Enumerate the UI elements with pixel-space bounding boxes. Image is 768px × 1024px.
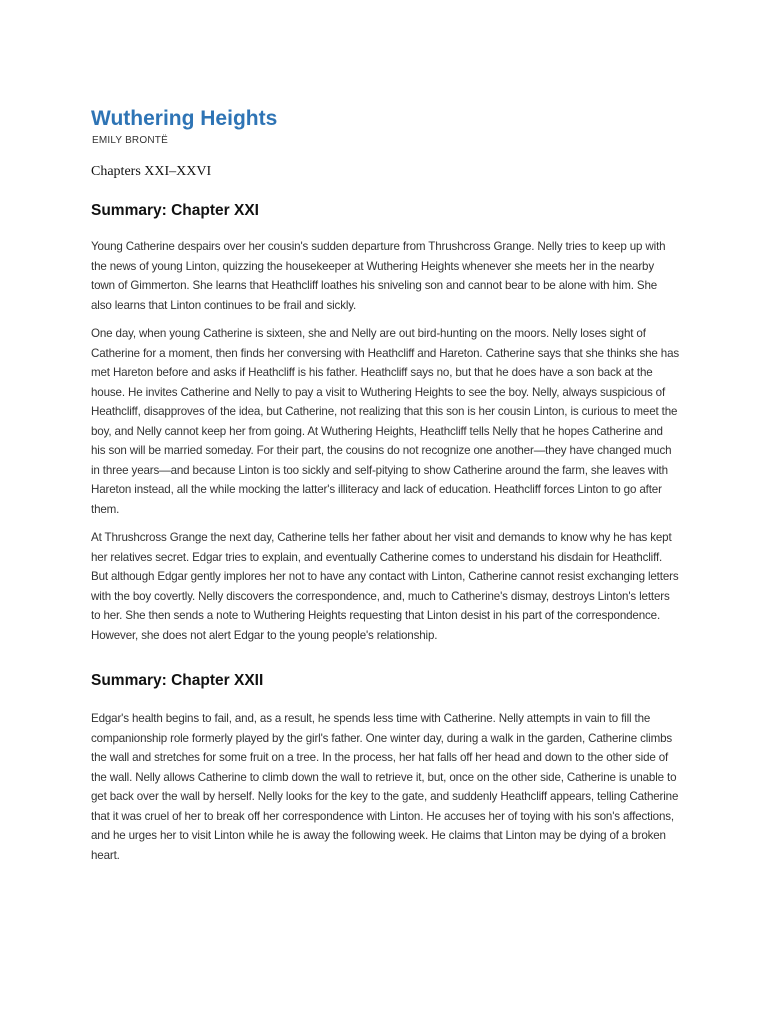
section-heading-chapter-xxii: Summary: Chapter XXII — [91, 672, 264, 689]
section-heading-chapter-xxi: Summary: Chapter XXI — [91, 202, 259, 219]
paragraph: Young Catherine despairs over her cousin's sudden departure from Thrushcross Grange. Nelly tries to keep up with the news of young Linton, quizzing the housekeeper at Wuthering Heights whenever she meets her in the nearby town of Gimmerton. She learns that Heathcliff loathes his sniveling son and cannot bear to be alone with him. She also learns that Linton continues to be frail and sickly. — [91, 240, 666, 312]
book-title: Wuthering Heights — [91, 107, 278, 130]
paragraph: At Thrushcross Grange the next day, Catherine tells her father about her visit and demands to know why he has kept her relatives secret. Edgar tries to explain, and eventually Catherine comes to understand his disdain for Heathcliff. But although Edgar gently implores her not to have any contact with Linton, Catherine cannot resist exchanging letters with the boy covertly. Nelly discovers the correspondence, and, much to Catherine's dismay, destroys Linton's letters to her. She then sends a note to Wuthering Heights requesting that Linton desist in his part of the correspondence. However, she does not alert Edgar to the young people's relationship. — [91, 531, 679, 642]
chapters-range: Chapters XXI–XXVI — [91, 164, 212, 179]
paragraph: Edgar's health begins to fail, and, as a result, he spends less time with Catherine. Nelly attempts in vain to fill the companionship role formerly played by the girl's father. One winter day, during a walk in the garden, Catherine climbs the wall and stretches for some fruit on a tree. In the process, her hat falls off her head and down to the other side of the wall. Nelly allows Catherine to climb down the wall to retrieve it, but, once on the other side, Catherine is unable to get back over the wall by herself. Nelly looks for the key to the gate, and suddenly Heathcliff appears, telling Catherine that it was cruel of her to break off her correspondence with Linton. He accuses her of toying with his son's affections, and he urges her to visit Linton while he is away the following week. He claims that Linton may be dying of a broken heart. — [91, 712, 679, 862]
document-page — [91, 104, 679, 865]
paragraph: One day, when young Catherine is sixteen, she and Nelly are out bird-hunting on the moors. Nelly loses sight of Catherine for a moment, then finds her conversing with Heathcliff and Hareton. Catherine says that she thinks she has met Hareton before and asks if Heathcliff is his father. Heathcliff says no, but that he does have a son back at the house. He invites Catherine and Nelly to pay a visit to Wuthering Heights to see the boy. Nelly, always suspicious of Heathcliff, disapproves of the idea, but Catherine, not realizing that this son is her cousin Linton, is curious to meet the boy, and Nelly cannot keep her from going. At Wuthering Heights, Heathcliff tells Nelly that he hopes Catherine and his son will be married someday. For their part, the cousins do not recognize one another—they have changed much in three years—and because Linton is too sickly and self-pitying to show Catherine around the farm, she leaves with Hareton instead, all the while mocking the latter's illiteracy and lack of education. Heathcliff forces Linton to go after them. — [91, 327, 680, 516]
book-author: EMILY BRONTË — [92, 135, 168, 146]
